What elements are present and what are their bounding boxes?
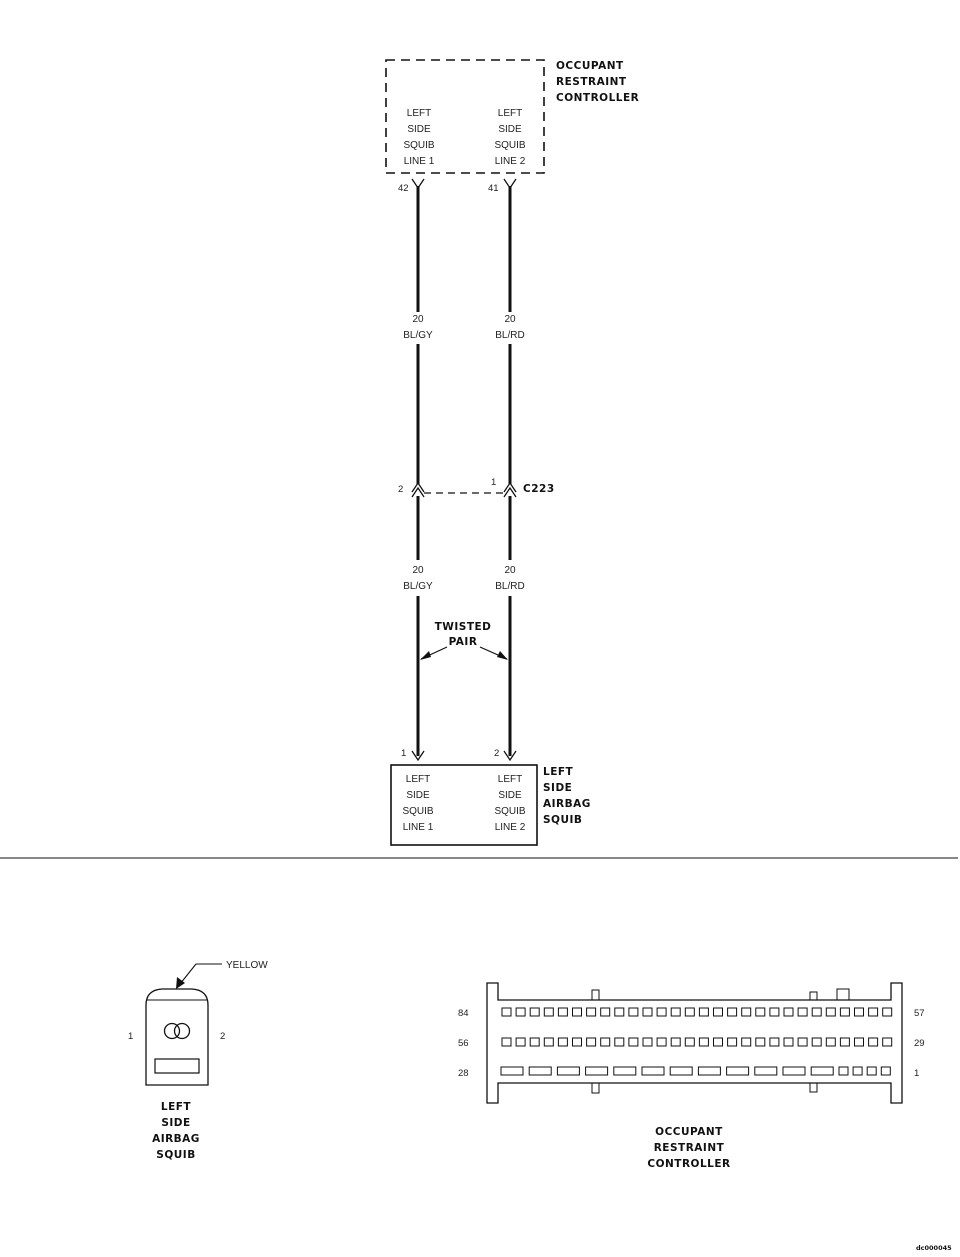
orc-cavity — [755, 1067, 777, 1075]
orc-cavity — [798, 1038, 807, 1046]
orc-cavity — [530, 1008, 539, 1016]
orc-name-label — [556, 60, 639, 104]
orc-cavity — [728, 1008, 737, 1016]
svg-text:OCCUPANT: OCCUPANT — [556, 60, 624, 72]
orc-cavity — [544, 1038, 553, 1046]
twisted-pair-arrow-right-icon — [497, 651, 508, 660]
squib-view-pin-left: 1 — [128, 1031, 134, 1042]
svg-text:OCCUPANT: OCCUPANT — [655, 1126, 723, 1138]
svg-text:BL/RD: BL/RD — [495, 581, 525, 592]
orc-cavity — [756, 1008, 765, 1016]
orc-cavity — [558, 1008, 567, 1016]
orc-cavity-row-middle — [502, 1038, 892, 1046]
orc-cavity — [714, 1008, 723, 1016]
orc-cavity — [826, 1038, 835, 1046]
figure-id: dc000045 — [916, 1244, 952, 1252]
orc-row-label-right-top: 57 — [914, 1008, 925, 1019]
orc-row-label-left-middle: 56 — [458, 1038, 469, 1049]
orc-row-label-right-bottom: 1 — [914, 1068, 920, 1079]
squib-connector-key — [155, 1059, 199, 1073]
orc-cavity — [615, 1008, 624, 1016]
squib-color-callout: YELLOW — [226, 960, 268, 971]
svg-text:RESTRAINT: RESTRAINT — [556, 76, 627, 88]
orc-connector-tab-3 — [837, 989, 849, 1000]
squib-pin-left-function — [402, 774, 433, 833]
orc-cavity — [840, 1008, 849, 1016]
orc-cavity — [756, 1038, 765, 1046]
squib-view-name — [152, 1101, 200, 1161]
orc-cavity — [685, 1008, 694, 1016]
c223-pin-right: 1 — [491, 477, 497, 488]
orc-cavity — [601, 1008, 610, 1016]
orc-cavity — [586, 1067, 608, 1075]
orc-cavity — [671, 1038, 680, 1046]
orc-row-label-left-bottom: 28 — [458, 1068, 469, 1079]
orc-cavity — [671, 1008, 680, 1016]
svg-text:SQUIB: SQUIB — [494, 140, 526, 151]
orc-cavity — [869, 1038, 878, 1046]
orc-cavity — [670, 1067, 692, 1075]
svg-text:LINE 2: LINE 2 — [494, 822, 526, 833]
orc-cavity-right: 41 — [488, 183, 499, 194]
svg-text:20: 20 — [412, 314, 424, 325]
orc-cavity — [812, 1038, 821, 1046]
squib-pin-right-function — [494, 774, 525, 833]
orc-cavity — [840, 1038, 849, 1046]
orc-cavity — [869, 1008, 878, 1016]
orc-cavity — [883, 1038, 892, 1046]
svg-text:SIDE: SIDE — [543, 782, 573, 794]
orc-cavity — [573, 1008, 582, 1016]
orc-cavity — [698, 1067, 720, 1075]
orc-cavity — [883, 1008, 892, 1016]
orc-cavity — [699, 1038, 708, 1046]
svg-text:AIRBAG: AIRBAG — [543, 798, 591, 810]
orc-cavity — [855, 1008, 864, 1016]
orc-cavity — [867, 1067, 876, 1075]
orc-cavity — [516, 1008, 525, 1016]
orc-pin-right-function — [494, 108, 525, 167]
orc-connector-tab-4 — [592, 1083, 599, 1093]
wire-lower-right-label — [495, 565, 524, 592]
svg-text:PAIR: PAIR — [448, 636, 478, 648]
orc-pin-left-function — [403, 108, 434, 167]
orc-row-label-left-top: 84 — [458, 1008, 469, 1019]
svg-text:LINE 1: LINE 1 — [402, 822, 434, 833]
svg-text:LEFT: LEFT — [543, 766, 574, 778]
svg-text:TWISTED: TWISTED — [434, 621, 492, 633]
orc-cavity — [629, 1038, 638, 1046]
orc-cavity — [587, 1038, 596, 1046]
orc-cavity — [853, 1067, 862, 1075]
svg-text:20: 20 — [504, 565, 516, 576]
svg-text:LEFT: LEFT — [406, 108, 432, 119]
orc-cavity — [784, 1008, 793, 1016]
orc-cavity — [699, 1008, 708, 1016]
squib-cavity-left: 1 — [401, 748, 407, 759]
svg-text:RESTRAINT: RESTRAINT — [653, 1142, 725, 1154]
orc-cavity — [728, 1038, 737, 1046]
orc-view-name — [647, 1126, 730, 1170]
svg-text:LEFT: LEFT — [405, 774, 431, 785]
orc-cavity — [742, 1008, 751, 1016]
svg-text:SQUIB: SQUIB — [494, 806, 526, 817]
orc-cavity — [727, 1067, 749, 1075]
orc-cavity — [544, 1008, 553, 1016]
svg-text:20: 20 — [412, 565, 424, 576]
twisted-pair-label — [435, 621, 492, 648]
svg-text:BL/GY: BL/GY — [403, 330, 433, 341]
squib-connector-cavity-2-icon — [175, 1024, 190, 1039]
orc-connector-tab-1 — [592, 990, 599, 1000]
yellow-leader-d — [180, 964, 196, 984]
svg-text:SQUIB: SQUIB — [156, 1149, 196, 1161]
orc-cavity — [573, 1038, 582, 1046]
orc-cavity — [881, 1067, 890, 1075]
connector-c223 — [398, 477, 555, 497]
wire-upper-right-label — [495, 314, 524, 341]
orc-cavity — [516, 1038, 525, 1046]
svg-text:LINE 2: LINE 2 — [494, 156, 526, 167]
c223-pin-left: 2 — [398, 484, 404, 495]
orc-cavity — [587, 1008, 596, 1016]
orc-cavity — [811, 1067, 833, 1075]
orc-cavity — [642, 1067, 664, 1075]
orc-cavity — [557, 1067, 579, 1075]
svg-text:SIDE: SIDE — [161, 1117, 191, 1129]
squib-cavity-right: 2 — [494, 748, 500, 759]
orc-cavity-row-bottom — [501, 1067, 890, 1075]
orc-cavity — [601, 1038, 610, 1046]
orc-cavity — [826, 1008, 835, 1016]
orc-cavity — [798, 1008, 807, 1016]
orc-cavity-left: 42 — [398, 183, 409, 194]
svg-text:SQUIB: SQUIB — [403, 140, 435, 151]
orc-connector-view — [458, 983, 925, 1170]
orc-cavity — [770, 1008, 779, 1016]
orc-cavity — [742, 1038, 751, 1046]
svg-text:BL/RD: BL/RD — [495, 330, 525, 341]
twisted-pair-arrow-left-icon — [420, 651, 431, 660]
orc-cavity — [530, 1038, 539, 1046]
svg-text:SIDE: SIDE — [498, 124, 522, 135]
svg-text:CONTROLLER: CONTROLLER — [647, 1158, 731, 1170]
wire-upper-left-label — [403, 314, 433, 341]
svg-text:LEFT: LEFT — [160, 1101, 192, 1113]
orc-connector-tab-2 — [810, 992, 817, 1000]
orc-cavity — [657, 1038, 666, 1046]
squib-view-pin-right: 2 — [220, 1031, 226, 1042]
orc-cavity — [614, 1067, 636, 1075]
orc-cavity — [839, 1067, 848, 1075]
wire-lower-left-label — [403, 565, 433, 592]
svg-text:SQUIB: SQUIB — [402, 806, 434, 817]
svg-text:20: 20 — [504, 314, 516, 325]
orc-cavity — [657, 1008, 666, 1016]
svg-text:SIDE: SIDE — [498, 790, 522, 801]
svg-text:AIRBAG: AIRBAG — [152, 1133, 200, 1145]
orc-cavity — [501, 1067, 523, 1075]
orc-cavity-row-top — [502, 1008, 892, 1016]
svg-text:SQUIB: SQUIB — [543, 814, 583, 826]
orc-cavity — [502, 1038, 511, 1046]
c223-name: C223 — [523, 483, 555, 495]
orc-cavity — [783, 1067, 805, 1075]
orc-cavity — [770, 1038, 779, 1046]
orc-cavity — [784, 1038, 793, 1046]
svg-text:SIDE: SIDE — [406, 790, 430, 801]
svg-text:LEFT: LEFT — [497, 774, 523, 785]
svg-text:BL/GY: BL/GY — [403, 581, 433, 592]
svg-text:LEFT: LEFT — [497, 108, 523, 119]
orc-cavity — [529, 1067, 551, 1075]
svg-text:LINE 1: LINE 1 — [403, 156, 435, 167]
orc-cavity — [685, 1038, 694, 1046]
squib-name-label — [543, 766, 591, 826]
orc-row-label-right-middle: 29 — [914, 1038, 925, 1049]
orc-cavity — [812, 1008, 821, 1016]
orc-cavity — [643, 1008, 652, 1016]
orc-cavity — [643, 1038, 652, 1046]
squib-connector-view — [128, 960, 268, 1161]
orc-cavity — [629, 1008, 638, 1016]
orc-cavity — [855, 1038, 864, 1046]
orc-cavity — [615, 1038, 624, 1046]
orc-cavity — [558, 1038, 567, 1046]
svg-text:CONTROLLER: CONTROLLER — [556, 92, 640, 104]
svg-text:SIDE: SIDE — [407, 124, 431, 135]
orc-connector-tab-5 — [810, 1083, 817, 1092]
orc-cavity — [714, 1038, 723, 1046]
orc-cavity — [502, 1008, 511, 1016]
